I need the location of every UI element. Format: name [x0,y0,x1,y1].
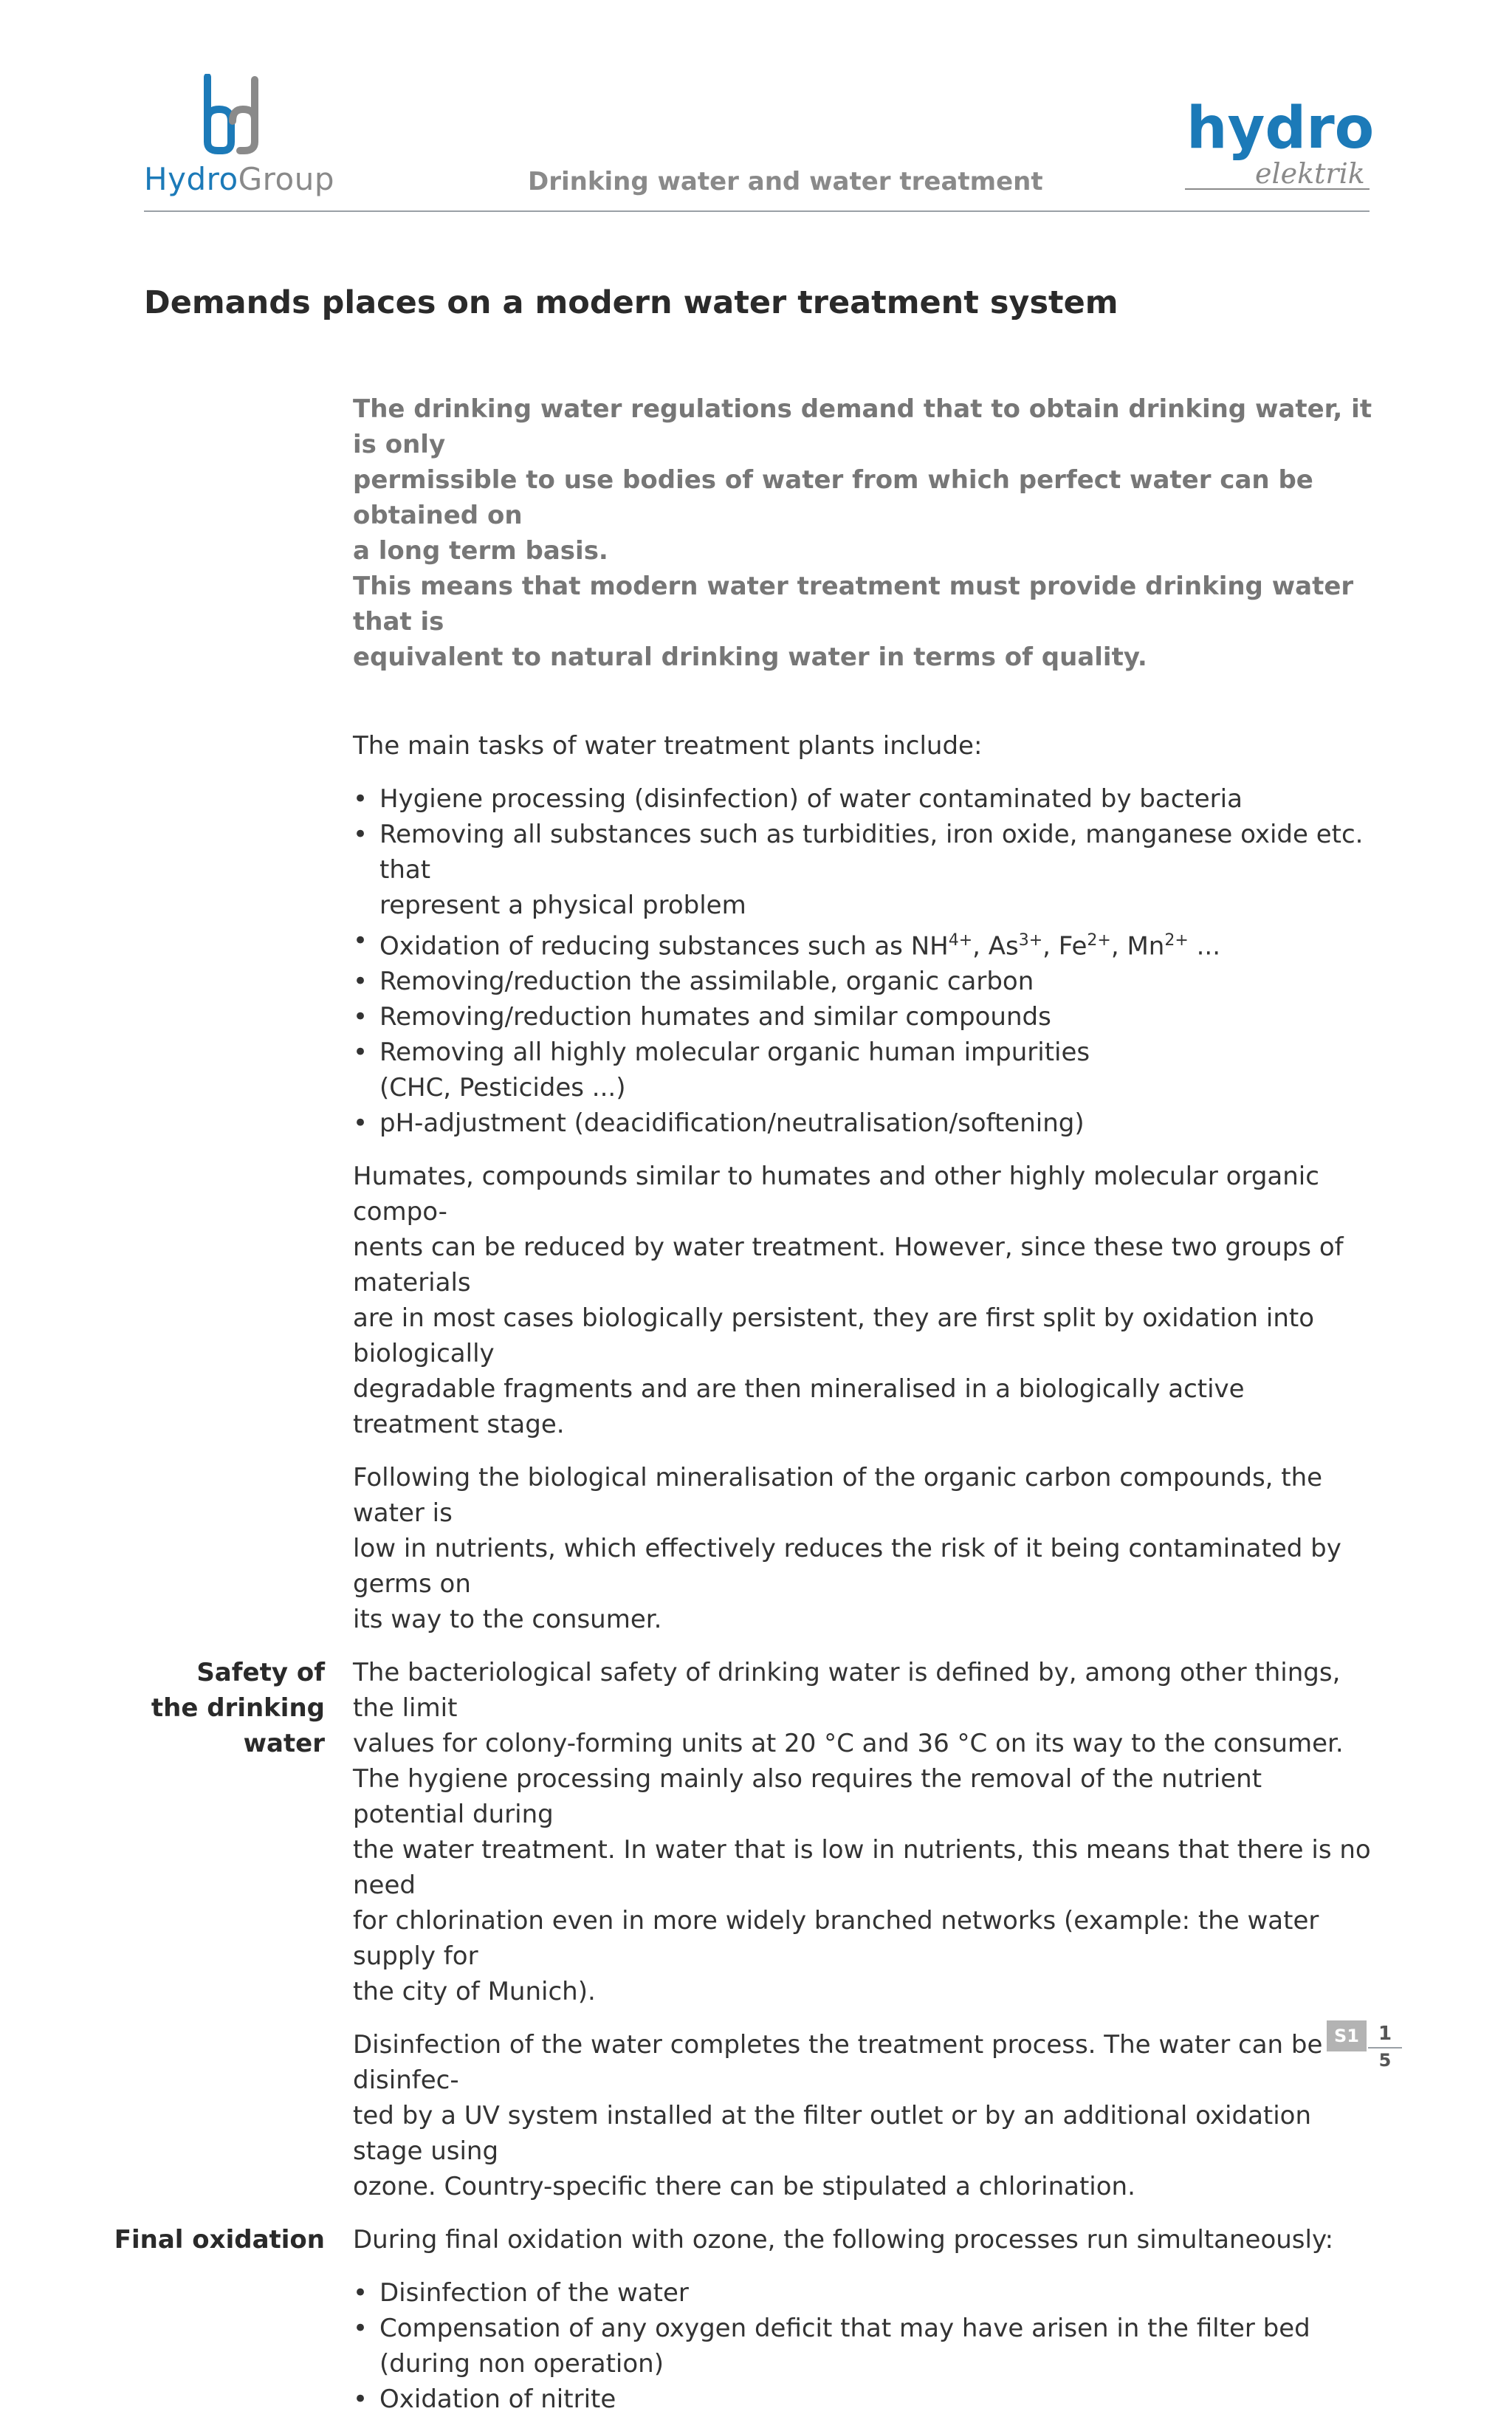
bullet-icon: • [353,2385,368,2415]
list-item: • Removing/reduction the assimilable, organic carbon [353,964,1373,999]
bullet-icon: • [353,967,368,997]
main-content [114,391,1373,2417]
header-divider [144,210,1370,212]
brand-secondary: Group [238,161,335,197]
tasks-list [353,781,1373,1141]
intro-line: The drinking water regulations demand that to obtain drinking water, it is only [353,394,1372,459]
bullet-icon: • [353,2314,368,2344]
hydro-elektrik-mark-icon [1185,102,1373,198]
intro-line: permissible to use bodies of water from which perfect water can be obtained on [353,465,1313,530]
disinfection-paragraph: Disinfection of the water completes the treatment process. The water can be disinfec- ted by a UV system installed at the filter outlet or by an additional oxidation stage using ozone. Country-specific there can be stipulated a chlorination. [353,2030,1323,2202]
intro-line: equivalent to natural drinking water in terms of quality. [353,642,1147,672]
list-item: • pH-adjustment (deacidification/neutralisation/softening) [353,1105,1373,1141]
section-badge: S1 [1327,2020,1367,2051]
list-item: • Hygiene processing (disinfection) of water contaminated by bacteria [353,781,1373,817]
intro-paragraph [353,391,1373,675]
header-title: Drinking water and water treatment [528,167,1043,196]
right-brand-top: hydro [1186,102,1373,162]
page-number-main: 1 [1368,2020,1402,2049]
bullet-icon: • [353,2278,368,2308]
bullet-icon: • [353,784,368,814]
bullet-icon: • [353,926,368,956]
brand-primary: Hydro [144,161,238,197]
page-number [1327,2020,1405,2080]
page-number-sub: 5 [1378,2050,1392,2071]
bullet-icon: • [353,820,368,849]
bullet-icon: • [353,1002,368,1032]
final-oxidation-side-label: Final oxidation [114,2225,325,2255]
list-item: • Disinfection of the water [353,2275,1373,2311]
bullet-icon: • [353,1038,368,1068]
list-item: • Compensation of any oxygen deficit that may have arisen in the filter bed (during non operation) [353,2311,1373,2382]
tasks-lead: The main tasks of water treatment plants include: [353,731,983,761]
list-item: • Oxidation of reducing substances such as $NH^{4+}$, $As^{3+}$, $Fe^{2+}$, $Mn^{2+}$ ... [353,923,1373,964]
final-oxidation-list [353,2275,1373,2417]
mineralisation-paragraph: Following the biological mineralisation of the organic carbon compounds, the water is low in nutrients, which effectively reduces the risk of it being contaminated by germs on its way to the consumer. [353,1463,1341,1635]
safety-section: Safety of the drinking water The bacteriological safety of drinking water is defined by, among other things, the limit values for colony-forming units at 20 °C and 36 °C on its way to the consumer. The hygiene processing mainly also requires the removal of the nutrient potential during the water treatment. In water that is low in nutrients, this means that there is no need for chlorination even in more widely branched networks (example: the water supply for the city of Munich). [353,1655,1373,2009]
hydrogroup-wordmark [144,161,334,197]
list-item: • Removing all highly molecular organic human impurities (CHC, Pesticides ...) [353,1035,1373,1105]
hydro-elektrik-logo [1185,102,1373,198]
list-item: • Removing/reduction humates and similar compounds [353,999,1373,1035]
hydrogroup-logo [144,74,336,207]
safety-side-label: Safety of the drinking water [151,1658,325,1759]
final-oxidation-section: Final oxidation During final oxidation with ozone, the following processes run simultaneously: [353,2222,1373,2257]
bullet-icon: • [353,1108,368,1139]
list-item: • Oxidation of nitrite [353,2382,1373,2417]
intro-line: a long term basis. [353,536,608,566]
intro-line: This means that modern water treatment must provide drinking water that is [353,572,1354,637]
page-title: Demands places on a modern water treatment system [144,284,1118,321]
right-brand-bottom: elektrik [1255,157,1365,190]
humates-paragraph: Humates, compounds similar to humates and other highly molecular organic compo- nents can be reduced by water treatment. However, since these two groups of materials are in most cases biologically persistent, they are first split by oxidation into biologically degradable fragments and are then mineralised in a biologically active treatment stage. [353,1162,1344,1440]
hydrogroup-mark-icon [203,74,262,155]
list-item: • Removing all substances such as turbidities, iron oxide, manganese oxide etc. that represent a physical problem [353,817,1373,923]
